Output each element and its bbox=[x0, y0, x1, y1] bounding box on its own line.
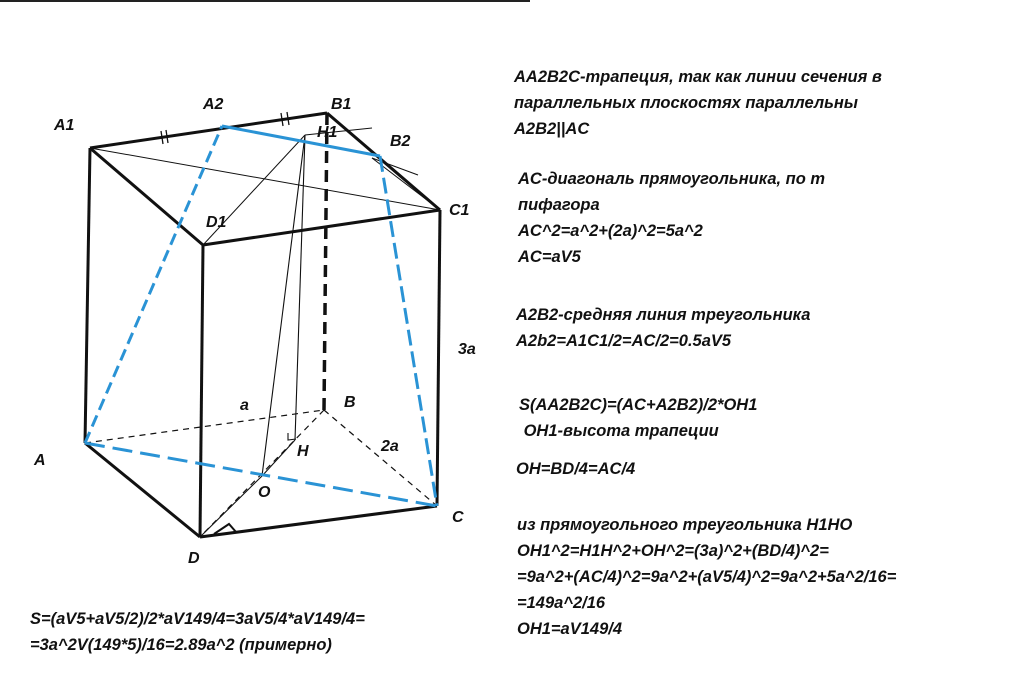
label-D: D bbox=[188, 550, 200, 567]
note-line: =9a^2+(AC/4)^2=9a^2+(aV5/4)^2=9a^2+5a^2/16= bbox=[517, 568, 897, 586]
note-trapezoid bbox=[514, 64, 882, 142]
note-line: =3a^2V(149*5)/16=2.89a^2 (примерно) bbox=[30, 636, 332, 654]
hidden-edge-B1-B bbox=[324, 113, 327, 410]
note-line: AC-диагональ прямоугольника, по т bbox=[518, 170, 826, 188]
note-line: AC^2=a^2+(2a)^2=5a^2 bbox=[518, 222, 703, 240]
label-O: O bbox=[258, 484, 271, 501]
note-line: OH1-высота трапеции bbox=[519, 422, 719, 440]
label-C: C bbox=[452, 509, 464, 526]
edge-A1-A bbox=[85, 148, 90, 443]
label-A1: A1 bbox=[54, 117, 75, 134]
note-line: A2B2||AC bbox=[514, 120, 590, 138]
edge-A-D bbox=[85, 443, 200, 537]
note-line: AA2B2C-трапеция, так как линии сечения в bbox=[514, 68, 882, 86]
label-C1: C1 bbox=[449, 202, 470, 219]
label-edge-2a: 2a bbox=[381, 438, 399, 455]
note-line: S(AA2B2C)=(AC+A2B2)/2*OH1 bbox=[519, 396, 758, 414]
note-line: пифагора bbox=[518, 196, 600, 214]
note-line: S=(aV5+aV5/2)/2*aV149/4=3aV5/4*aV149/4= bbox=[30, 610, 365, 628]
label-B1: B1 bbox=[331, 96, 352, 113]
note-line: AC=aV5 bbox=[518, 248, 581, 266]
label-height-3a: 3a bbox=[458, 341, 476, 358]
label-B: B bbox=[344, 394, 356, 411]
edge-B1-C1 bbox=[327, 113, 440, 210]
height-H1-O bbox=[262, 135, 305, 476]
note-final-area bbox=[30, 606, 365, 658]
label-A: A bbox=[34, 452, 46, 469]
note-area-formula bbox=[519, 392, 757, 444]
label-H: H bbox=[297, 443, 309, 460]
label-edge-a: a bbox=[240, 397, 249, 414]
line-D-O-ext bbox=[200, 476, 262, 537]
segment-O-H bbox=[262, 440, 295, 476]
label-B2: B2 bbox=[390, 133, 411, 150]
edge-A1-B1 bbox=[90, 113, 327, 148]
note-triangle-h1ho bbox=[517, 512, 896, 642]
edge-C1-D1 bbox=[203, 210, 440, 245]
note-midline bbox=[516, 302, 810, 354]
edge-C1-C bbox=[437, 210, 440, 506]
note-line: A2b2=A1C1/2=AC/2=0.5aV5 bbox=[516, 332, 732, 350]
label-H1: H1 bbox=[317, 124, 338, 141]
edge-D1-D bbox=[200, 245, 203, 537]
note-line: OH1=aV149/4 bbox=[517, 620, 623, 638]
note-line: =149a^2/16 bbox=[517, 594, 606, 612]
hidden-edge-B-C bbox=[324, 410, 437, 506]
note-oh bbox=[516, 456, 635, 482]
section-edge-A2-B2 bbox=[222, 126, 380, 156]
note-line: OH=BD/4=AC/4 bbox=[516, 460, 636, 478]
note-diagonal-ac bbox=[518, 166, 825, 270]
label-D1: D1 bbox=[206, 214, 227, 231]
line-H1-ext bbox=[305, 128, 372, 135]
edge-D1-A1 bbox=[90, 148, 203, 245]
note-line: из прямоугольного треугольника H1HO bbox=[517, 516, 853, 534]
note-line: A2B2-средняя линия треугольника bbox=[516, 306, 811, 324]
note-line: OH1^2=H1H^2+OH^2=(3a)^2+(BD/4)^2= bbox=[517, 542, 829, 560]
label-A2: A2 bbox=[203, 96, 224, 113]
note-line: параллельных плоскостях параллельны bbox=[514, 94, 858, 112]
height-H1-H bbox=[295, 135, 305, 440]
